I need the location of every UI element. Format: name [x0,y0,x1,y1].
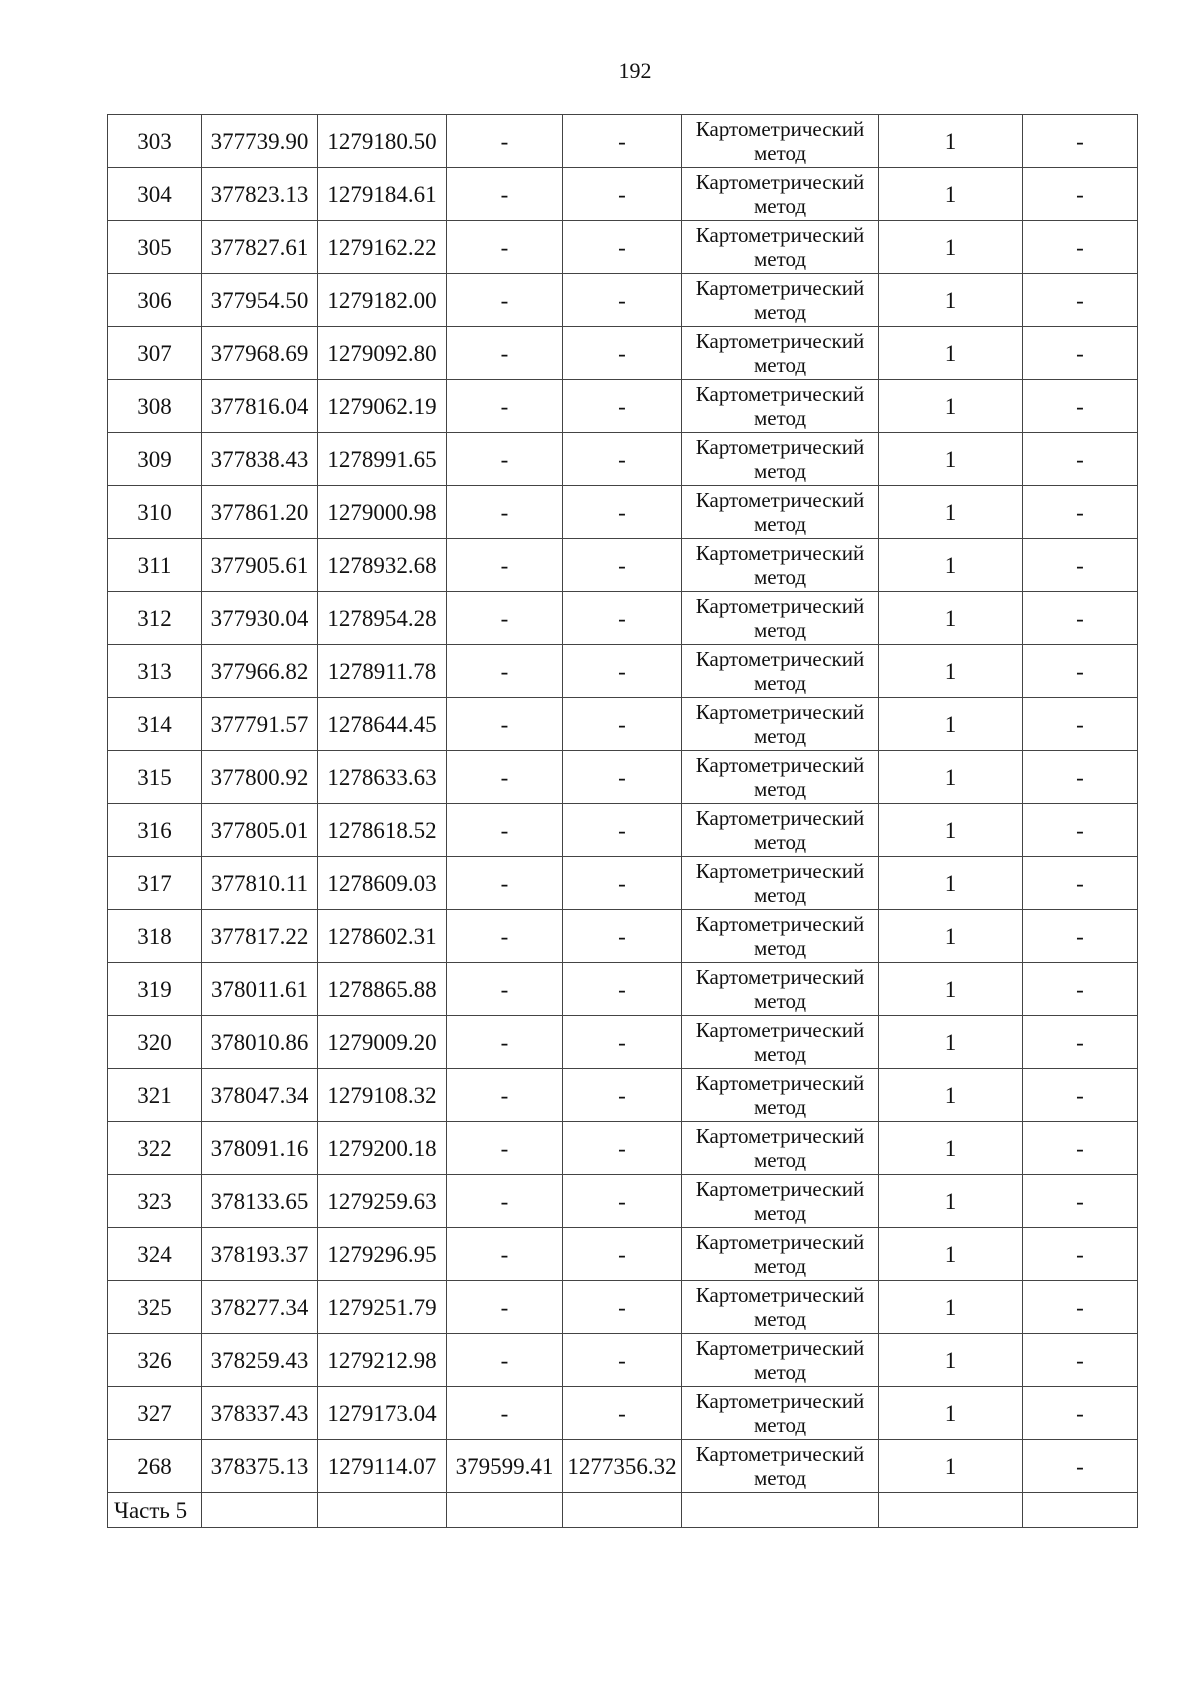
part-label: Часть 5 [108,1493,202,1528]
note-cell: - [1023,380,1138,433]
method-cell [682,1175,879,1228]
x-coordinate-cell: 377966.82 [202,645,318,698]
y-old-cell: - [563,433,682,486]
method-cell [682,1440,879,1493]
note-cell: - [1023,327,1138,380]
x-old-cell: - [447,115,563,168]
table-row [108,1387,1138,1440]
accuracy-cell: 1 [879,1122,1023,1175]
method-line-1: Картометрический [695,647,865,671]
y-old-cell: - [563,327,682,380]
method-line-2: метод [753,618,807,642]
note-cell: - [1023,1069,1138,1122]
method-line-1: Картометрический [695,912,865,936]
note-cell: - [1023,539,1138,592]
method-line-2: метод [753,1466,807,1490]
x-old-cell: 379599.41 [447,1440,563,1493]
empty-cell [879,1493,1023,1528]
method-cell [682,433,879,486]
y-coordinate-cell: 1278602.31 [318,910,447,963]
point-number-cell: 311 [108,539,202,592]
x-old-cell: - [447,963,563,1016]
point-number-cell: 268 [108,1440,202,1493]
y-old-cell: - [563,221,682,274]
method-line-2: метод [753,300,807,324]
y-old-cell: - [563,804,682,857]
method-line-2: метод [753,936,807,960]
y-old-cell: - [563,1281,682,1334]
method-cell [682,857,879,910]
y-coordinate-cell: 1279114.07 [318,1440,447,1493]
method-cell [682,327,879,380]
x-coordinate-cell: 378091.16 [202,1122,318,1175]
table-row [108,1016,1138,1069]
x-old-cell: - [447,380,563,433]
x-coordinate-cell: 378011.61 [202,963,318,1016]
x-old-cell: - [447,645,563,698]
y-coordinate-cell: 1279296.95 [318,1228,447,1281]
y-old-cell: - [563,645,682,698]
method-line-1: Картометрический [695,1336,865,1360]
point-number-cell: 315 [108,751,202,804]
method-cell [682,539,879,592]
y-coordinate-cell: 1279062.19 [318,380,447,433]
accuracy-cell: 1 [879,1440,1023,1493]
y-coordinate-cell: 1279000.98 [318,486,447,539]
accuracy-cell: 1 [879,1281,1023,1334]
x-coordinate-cell: 377827.61 [202,221,318,274]
y-coordinate-cell: 1279162.22 [318,221,447,274]
method-line-2: метод [753,830,807,854]
accuracy-cell: 1 [879,751,1023,804]
method-line-2: метод [753,724,807,748]
note-cell: - [1023,592,1138,645]
method-line-1: Картометрический [695,223,865,247]
table-row [108,168,1138,221]
y-coordinate-cell: 1279212.98 [318,1334,447,1387]
method-cell [682,274,879,327]
method-line-2: метод [753,512,807,536]
point-number-cell: 306 [108,274,202,327]
y-old-cell: - [563,751,682,804]
method-line-1: Картометрический [695,753,865,777]
y-old-cell: - [563,539,682,592]
accuracy-cell: 1 [879,1069,1023,1122]
x-coordinate-cell: 378259.43 [202,1334,318,1387]
table-row [108,910,1138,963]
point-number-cell: 324 [108,1228,202,1281]
method-line-1: Картометрический [695,1442,865,1466]
y-coordinate-cell: 1279182.00 [318,274,447,327]
note-cell: - [1023,963,1138,1016]
method-line-1: Картометрический [695,806,865,830]
note-cell: - [1023,857,1138,910]
x-coordinate-cell: 377791.57 [202,698,318,751]
y-coordinate-cell: 1278633.63 [318,751,447,804]
empty-cell [447,1493,563,1528]
y-old-cell: - [563,963,682,1016]
method-line-1: Картометрический [695,700,865,724]
x-old-cell: - [447,1122,563,1175]
x-coordinate-cell: 377817.22 [202,910,318,963]
accuracy-cell: 1 [879,1387,1023,1440]
y-old-cell: - [563,592,682,645]
point-number-cell: 314 [108,698,202,751]
method-cell [682,1069,879,1122]
note-cell: - [1023,1281,1138,1334]
method-cell [682,1387,879,1440]
y-coordinate-cell: 1278644.45 [318,698,447,751]
table-row [108,1228,1138,1281]
method-line-2: метод [753,777,807,801]
method-cell [682,1334,879,1387]
point-number-cell: 312 [108,592,202,645]
note-cell: - [1023,910,1138,963]
method-line-2: метод [753,989,807,1013]
accuracy-cell: 1 [879,804,1023,857]
method-line-1: Картометрический [695,276,865,300]
y-old-cell: - [563,380,682,433]
table-row [108,645,1138,698]
x-old-cell: - [447,1334,563,1387]
method-cell [682,1122,879,1175]
x-coordinate-cell: 378337.43 [202,1387,318,1440]
note-cell: - [1023,433,1138,486]
method-line-2: метод [753,1307,807,1331]
table-row [108,1334,1138,1387]
y-coordinate-cell: 1278991.65 [318,433,447,486]
method-line-2: метод [753,1360,807,1384]
x-coordinate-cell: 377816.04 [202,380,318,433]
x-old-cell: - [447,327,563,380]
table-row [108,1175,1138,1228]
note-cell: - [1023,274,1138,327]
point-number-cell: 323 [108,1175,202,1228]
method-cell [682,963,879,1016]
method-line-1: Картометрический [695,1177,865,1201]
accuracy-cell: 1 [879,645,1023,698]
x-old-cell: - [447,539,563,592]
point-number-cell: 310 [108,486,202,539]
method-line-2: метод [753,883,807,907]
method-line-2: метод [753,459,807,483]
y-coordinate-cell: 1278954.28 [318,592,447,645]
accuracy-cell: 1 [879,1334,1023,1387]
method-cell [682,751,879,804]
y-old-cell: - [563,698,682,751]
x-coordinate-cell: 377838.43 [202,433,318,486]
empty-cell [563,1493,682,1528]
x-coordinate-cell: 378375.13 [202,1440,318,1493]
y-old-cell: - [563,115,682,168]
method-cell [682,592,879,645]
accuracy-cell: 1 [879,486,1023,539]
y-coordinate-cell: 1279251.79 [318,1281,447,1334]
method-cell [682,221,879,274]
table-row [108,327,1138,380]
page-number: 192 [618,58,652,83]
y-old-cell: 1277356.32 [563,1440,682,1493]
accuracy-cell: 1 [879,115,1023,168]
x-coordinate-cell: 378010.86 [202,1016,318,1069]
x-coordinate-cell: 377905.61 [202,539,318,592]
note-cell: - [1023,221,1138,274]
y-coordinate-cell: 1279108.32 [318,1069,447,1122]
y-coordinate-cell: 1278618.52 [318,804,447,857]
point-number-cell: 316 [108,804,202,857]
part-row [108,1493,1138,1528]
x-old-cell: - [447,1016,563,1069]
table-row [108,857,1138,910]
method-line-2: метод [753,1254,807,1278]
method-cell [682,1281,879,1334]
y-old-cell: - [563,1175,682,1228]
point-number-cell: 308 [108,380,202,433]
accuracy-cell: 1 [879,274,1023,327]
method-line-1: Картометрический [695,1124,865,1148]
table-row [108,380,1138,433]
x-old-cell: - [447,1228,563,1281]
x-old-cell: - [447,857,563,910]
x-old-cell: - [447,221,563,274]
point-number-cell: 318 [108,910,202,963]
method-cell [682,645,879,698]
table-row [108,804,1138,857]
point-number-cell: 320 [108,1016,202,1069]
method-line-2: метод [753,565,807,589]
y-coordinate-cell: 1279009.20 [318,1016,447,1069]
accuracy-cell: 1 [879,327,1023,380]
y-coordinate-cell: 1278609.03 [318,857,447,910]
x-old-cell: - [447,751,563,804]
x-coordinate-cell: 378133.65 [202,1175,318,1228]
note-cell: - [1023,804,1138,857]
x-old-cell: - [447,804,563,857]
point-number-cell: 305 [108,221,202,274]
method-line-1: Картометрический [695,594,865,618]
note-cell: - [1023,168,1138,221]
accuracy-cell: 1 [879,910,1023,963]
table-row [108,486,1138,539]
method-line-1: Картометрический [695,435,865,459]
accuracy-cell: 1 [879,857,1023,910]
table-row [108,1440,1138,1493]
y-coordinate-cell: 1279173.04 [318,1387,447,1440]
table-row [108,698,1138,751]
point-number-cell: 309 [108,433,202,486]
y-old-cell: - [563,857,682,910]
accuracy-cell: 1 [879,380,1023,433]
method-line-1: Картометрический [695,117,865,141]
accuracy-cell: 1 [879,168,1023,221]
note-cell: - [1023,1334,1138,1387]
y-old-cell: - [563,910,682,963]
x-old-cell: - [447,1281,563,1334]
note-cell: - [1023,645,1138,698]
table-row [108,751,1138,804]
x-old-cell: - [447,433,563,486]
method-cell [682,804,879,857]
x-old-cell: - [447,698,563,751]
x-coordinate-cell: 377823.13 [202,168,318,221]
point-number-cell: 325 [108,1281,202,1334]
accuracy-cell: 1 [879,592,1023,645]
note-cell: - [1023,1122,1138,1175]
point-number-cell: 317 [108,857,202,910]
method-line-2: метод [753,247,807,271]
method-line-1: Картометрический [695,1071,865,1095]
y-coordinate-cell: 1279259.63 [318,1175,447,1228]
point-number-cell: 303 [108,115,202,168]
y-old-cell: - [563,1016,682,1069]
method-line-2: метод [753,194,807,218]
note-cell: - [1023,1387,1138,1440]
method-line-1: Картометрический [695,1018,865,1042]
y-coordinate-cell: 1279180.50 [318,115,447,168]
method-line-2: метод [753,1095,807,1119]
note-cell: - [1023,486,1138,539]
point-number-cell: 313 [108,645,202,698]
method-line-1: Картометрический [695,1283,865,1307]
x-coordinate-cell: 378277.34 [202,1281,318,1334]
accuracy-cell: 1 [879,963,1023,1016]
x-coordinate-cell: 377739.90 [202,115,318,168]
x-old-cell: - [447,1387,563,1440]
empty-cell [1023,1493,1138,1528]
point-number-cell: 307 [108,327,202,380]
method-line-2: метод [753,353,807,377]
x-old-cell: - [447,592,563,645]
note-cell: - [1023,1228,1138,1281]
y-coordinate-cell: 1279184.61 [318,168,447,221]
x-coordinate-cell: 377954.50 [202,274,318,327]
empty-cell [682,1493,879,1528]
method-line-1: Картометрический [695,859,865,883]
y-old-cell: - [563,1228,682,1281]
method-line-2: метод [753,406,807,430]
table-row [108,433,1138,486]
method-line-1: Картометрический [695,170,865,194]
method-line-1: Картометрический [695,329,865,353]
table-row [108,221,1138,274]
accuracy-cell: 1 [879,1016,1023,1069]
method-cell [682,380,879,433]
x-old-cell: - [447,168,563,221]
y-old-cell: - [563,486,682,539]
table-row [108,274,1138,327]
point-number-cell: 326 [108,1334,202,1387]
method-line-2: метод [753,1201,807,1225]
method-cell [682,910,879,963]
table-row [108,1122,1138,1175]
method-cell [682,698,879,751]
point-number-cell: 319 [108,963,202,1016]
point-number-cell: 321 [108,1069,202,1122]
method-line-1: Картометрический [695,1389,865,1413]
table-row [108,1281,1138,1334]
method-line-1: Картометрический [695,541,865,565]
accuracy-cell: 1 [879,433,1023,486]
table-row [108,963,1138,1016]
x-coordinate-cell: 377810.11 [202,857,318,910]
x-coordinate-cell: 377861.20 [202,486,318,539]
x-old-cell: - [447,486,563,539]
method-line-2: метод [753,1148,807,1172]
note-cell: - [1023,1175,1138,1228]
empty-cell [318,1493,447,1528]
table-row [108,1069,1138,1122]
method-line-1: Картометрический [695,965,865,989]
accuracy-cell: 1 [879,1228,1023,1281]
method-cell [682,115,879,168]
x-coordinate-cell: 377805.01 [202,804,318,857]
point-number-cell: 304 [108,168,202,221]
point-number-cell: 327 [108,1387,202,1440]
method-line-1: Картометрический [695,1230,865,1254]
y-old-cell: - [563,1387,682,1440]
table-body [108,115,1138,1528]
y-coordinate-cell: 1278911.78 [318,645,447,698]
method-line-1: Картометрический [695,382,865,406]
note-cell: - [1023,115,1138,168]
x-coordinate-cell: 377968.69 [202,327,318,380]
y-old-cell: - [563,1334,682,1387]
accuracy-cell: 1 [879,539,1023,592]
x-old-cell: - [447,1175,563,1228]
method-line-2: метод [753,1413,807,1437]
note-cell: - [1023,1016,1138,1069]
method-line-2: метод [753,671,807,695]
coordinates-table [107,114,1138,1528]
x-coordinate-cell: 377800.92 [202,751,318,804]
x-coordinate-cell: 378193.37 [202,1228,318,1281]
empty-cell [202,1493,318,1528]
accuracy-cell: 1 [879,1175,1023,1228]
y-coordinate-cell: 1278932.68 [318,539,447,592]
method-line-2: метод [753,1042,807,1066]
x-old-cell: - [447,274,563,327]
method-cell [682,1016,879,1069]
method-cell [682,486,879,539]
point-number-cell: 322 [108,1122,202,1175]
note-cell: - [1023,1440,1138,1493]
table-row [108,592,1138,645]
y-coordinate-cell: 1279200.18 [318,1122,447,1175]
x-old-cell: - [447,1069,563,1122]
method-line-2: метод [753,141,807,165]
y-coordinate-cell: 1279092.80 [318,327,447,380]
x-old-cell: - [447,910,563,963]
x-coordinate-cell: 378047.34 [202,1069,318,1122]
note-cell: - [1023,698,1138,751]
table-row [108,115,1138,168]
note-cell: - [1023,751,1138,804]
y-old-cell: - [563,1069,682,1122]
y-old-cell: - [563,1122,682,1175]
y-old-cell: - [563,168,682,221]
y-coordinate-cell: 1278865.88 [318,963,447,1016]
method-cell [682,168,879,221]
method-cell [682,1228,879,1281]
accuracy-cell: 1 [879,698,1023,751]
method-line-1: Картометрический [695,488,865,512]
y-old-cell: - [563,274,682,327]
table-row [108,539,1138,592]
x-coordinate-cell: 377930.04 [202,592,318,645]
accuracy-cell: 1 [879,221,1023,274]
